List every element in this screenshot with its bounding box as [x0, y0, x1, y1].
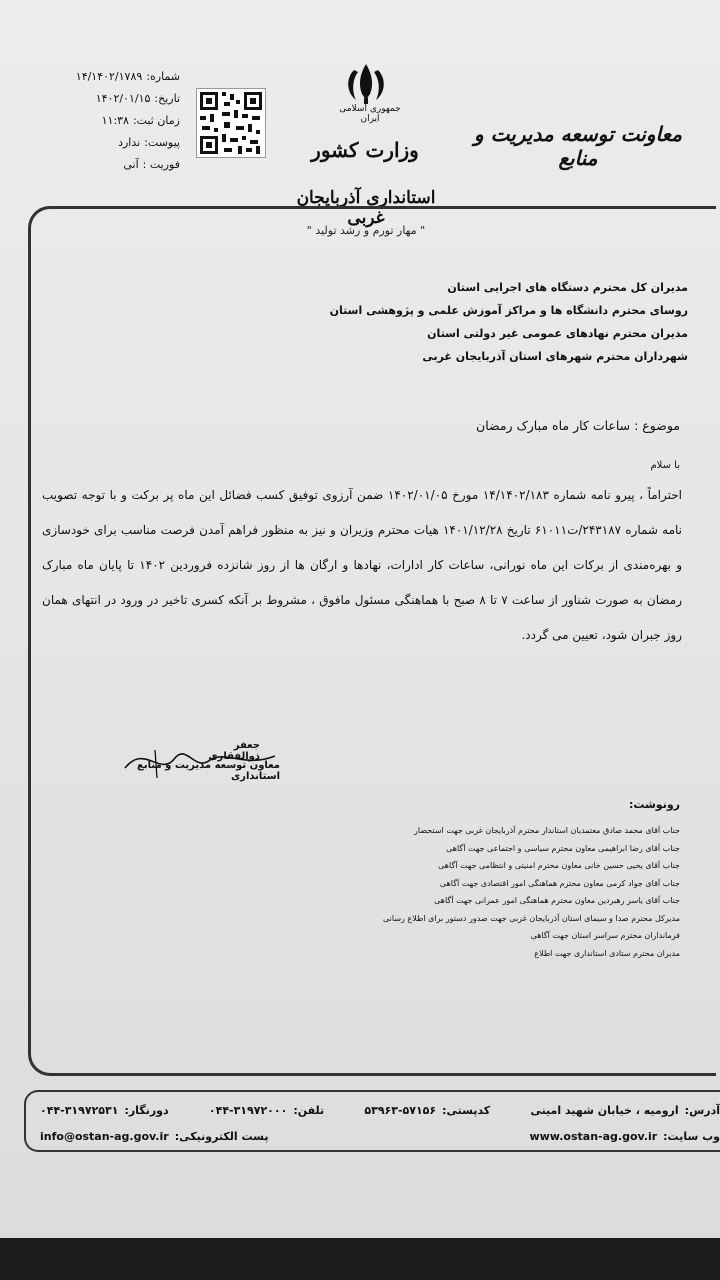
- footer-website: وب سایت: www.ostan-ag.gov.ir: [529, 1130, 720, 1143]
- number-value: ۱۴/۱۴۰۲/۱۷۸۹: [75, 70, 143, 83]
- attachment-value: ندارد: [118, 136, 141, 149]
- slogan: " مهار تورم و رشد تولید ": [306, 224, 426, 237]
- cc-item: فرمانداران محترم سراسر استان جهت آگاهی: [530, 931, 680, 940]
- date-label: تاریخ:: [154, 92, 180, 105]
- cc-item: جناب آقای محمد صادق معتمدیان استاندار محترم آذربایجان غربی جهت استحضار: [414, 826, 680, 835]
- recipient-line: روسای محترم دانشگاه ها و مراکز آموزش علمی و پژوهشی استان: [329, 304, 688, 317]
- footer-address: آدرس: ارومیه ، خیابان شهید امینی: [530, 1104, 720, 1117]
- urgency-value: آنی: [123, 158, 139, 171]
- letter-meta: [50, 66, 180, 176]
- email-link[interactable]: info@ostan-ag.gov.ir: [40, 1130, 169, 1143]
- ministry-title: وزارت کشور: [311, 138, 419, 162]
- recipients-block: [328, 276, 688, 368]
- cc-item: جناب آقای رضا ابراهیمی معاون محترم سیاسی و اجتماعی جهت آگاهی: [446, 843, 680, 853]
- letter-body: احتراماً ، پیرو نامه شماره ۱۴/۱۴۰۲/۱۸۳ مورخ ۱۴۰۲/۰۱/۰۵ ضمن آرزوی توفیق کسب فضائل این ماه پر برکت و با توجه تصویب نامه شماره ۲۴۳۱۸۷/ت۶۱۰۱۱ تاریخ ۱۴۰۱/۱۲/۲۸ هیات محترم وزیران و نیز به منظور فراهم آمدن فرصت مناسب برای خودسازی و بهره‌مندی از برکات این ماه نورانی، ساعات کار ادارات، نهادها و ارگان ها از روز شانزده فروردین ۱۴۰۲ تا پایان ماه مبارک رمضان به صورت شناور از ساعت ۷ تا ۸ صبح با هماهنگی مسئول مافوق ، مشروط بر آنکه کسری تاخیر در ورود در انتهای همان روز جبران شود، تعیین می گردد.: [42, 488, 683, 642]
- date-value: ۱۴۰۲/۰۱/۱۵: [95, 92, 151, 105]
- cc-title: رونوشت:: [628, 798, 680, 811]
- qr-code-icon: [196, 88, 266, 158]
- signatory-title: معاون توسعه مدیریت و منابع استانداری: [137, 760, 280, 782]
- time-value: ۱۱:۳۸: [101, 114, 129, 127]
- footer-web-row: [40, 1130, 720, 1143]
- province-title: استانداری آذربایجان غربی: [296, 188, 436, 228]
- greeting: با سلام: [650, 460, 680, 471]
- cc-item: مدیرکل محترم صدا و سیمای استان آذربایجان غربی جهت صدور دستور برای اطلاع رسانی: [382, 913, 680, 923]
- recipient-line: شهرداران محترم شهرهای استان آذربایجان غربی: [422, 350, 688, 363]
- cc-list: [360, 822, 680, 962]
- urgency-label: فوریت :: [142, 158, 180, 171]
- website-link[interactable]: www.ostan-ag.gov.ir: [529, 1130, 658, 1143]
- recipient-line: مدیران محترم نهادهای عمومی غیر دولتی استان: [427, 327, 688, 340]
- cc-item: جناب آقای جواد کرمی معاون محترم هماهنگی امور اقتصادی جهت آگاهی: [439, 878, 680, 888]
- republic-text: جمهوری اسلامی ایران: [339, 104, 401, 124]
- signatory-name: جعفر ذوالفقاری: [208, 740, 260, 762]
- cc-item: مدیران محترم ستادی استانداری جهت اطلاع: [534, 948, 680, 958]
- footer-postal: کدپستی: ۵۳۹۶۳-۵۷۱۵۶: [364, 1104, 491, 1117]
- footer-fax: دورنگار: ۰۴۴-۳۱۹۷۲۵۳۱: [40, 1104, 169, 1117]
- deputy-title: معاونت توسعه مدیریت و منابع: [474, 122, 682, 170]
- footer-contact-row: [40, 1104, 720, 1117]
- footer-email: پست الکترونیکی: info@ostan-ag.gov.ir: [40, 1130, 269, 1143]
- recipient-line: مدیران کل محترم دستگاه های اجرایی استان: [447, 281, 688, 294]
- footer-phone: تلفن: ۰۴۴-۳۱۹۷۲۰۰۰: [208, 1104, 325, 1117]
- attachment-label: پیوست:: [144, 136, 180, 149]
- cc-item: جناب آقای یحیی حسین خانی معاون محترم امنیتی و انتظامی جهت آگاهی: [438, 861, 680, 870]
- iran-emblem-icon: [340, 60, 392, 106]
- time-label: زمان ثبت:: [132, 114, 180, 127]
- subject-line: موضوع : ساعات کار ماه مبارک رمضان: [476, 418, 680, 433]
- photo-background: [0, 1238, 720, 1280]
- cc-item: جناب آقای یاسر رهبردین معاون محترم هماهنگی امور عمرانی جهت آگاهی: [434, 896, 680, 905]
- number-label: شماره:: [146, 70, 180, 83]
